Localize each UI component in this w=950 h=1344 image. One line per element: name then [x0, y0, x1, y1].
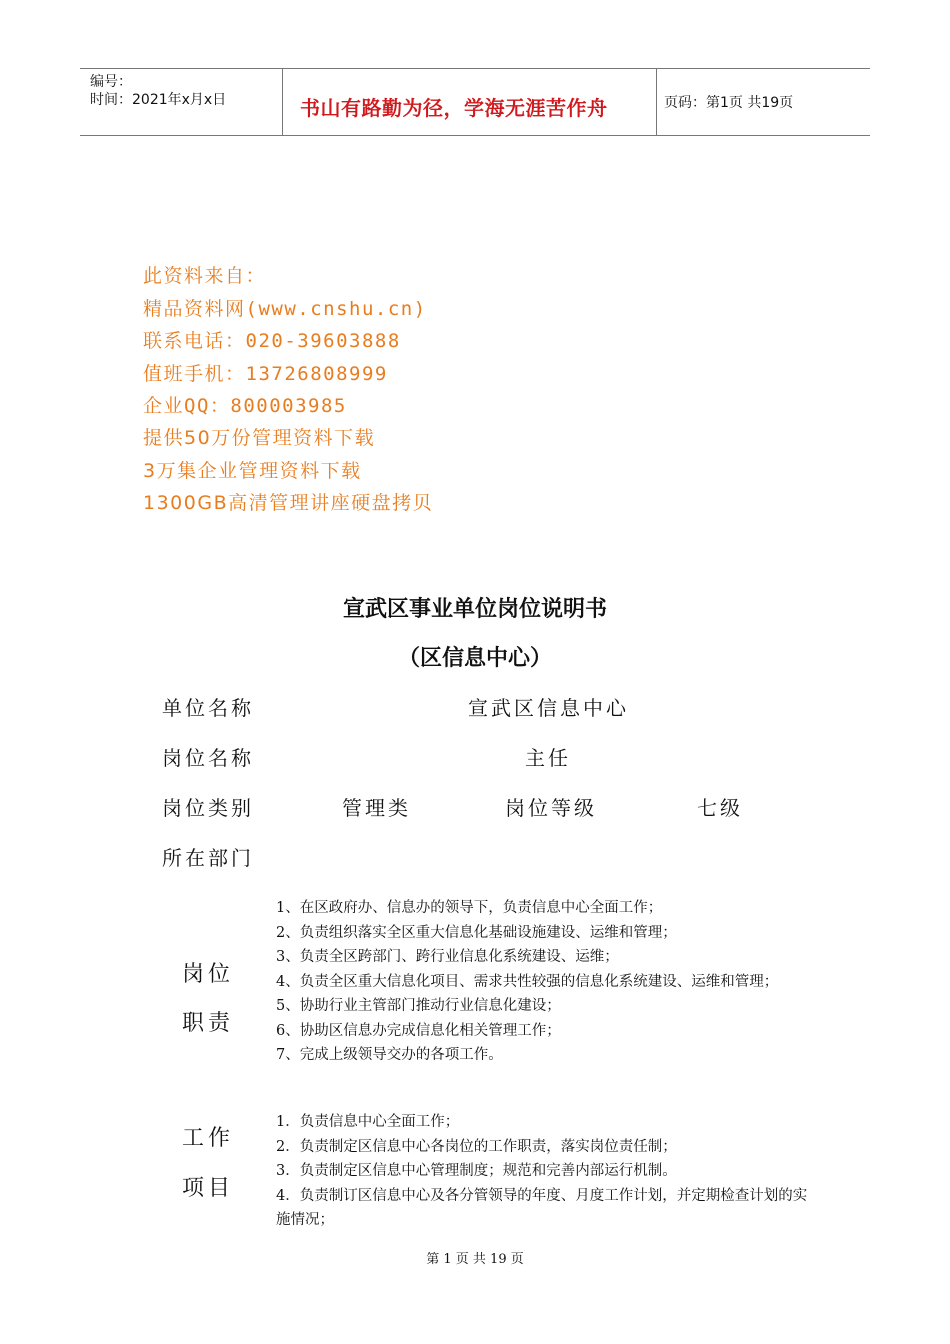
ad-line-phone: 联系电话：020-39603888 — [143, 330, 401, 352]
work-item-1: 1．负责信息中心全面工作； — [276, 1114, 460, 1130]
work-item-4: 4．负责制订区信息中心及各分管领导的年度、月度工作计划，并定期检查计划的实施情况； — [276, 1187, 808, 1228]
duty-item-2: 2、负责组织落实全区重大信息化基础设施建设、运维和管理； — [276, 924, 677, 941]
doc-subtitle-text: （区信息中心） — [397, 646, 552, 671]
work-items-list — [276, 1110, 821, 1233]
post-grade-label: 岗位等级 — [505, 796, 597, 820]
doc-subtitle — [0, 641, 950, 672]
post-name-label: 岗位名称 — [162, 746, 254, 770]
post-category-label: 岗位类别 — [162, 796, 254, 820]
post-grade-value: 七级 — [697, 796, 743, 820]
duties-label-line2: 职责 — [182, 1011, 235, 1036]
ad-line-collection: 3万集企业管理资料下载 — [143, 460, 362, 482]
header-time-label: 时间：2021年x月x日 — [90, 92, 227, 108]
header-page-info: 页码：第1页 共19页 — [664, 95, 794, 111]
work-item-3: 3．负责制定区信息中心管理制度；规范和完善内部运行机制。 — [276, 1163, 677, 1179]
work-label-line1: 工作 — [182, 1126, 235, 1151]
post-name-value: 主任 — [525, 746, 571, 770]
department-label: 所在部门 — [162, 846, 254, 870]
ad-line-docs: 提供50万份管理资料下载 — [143, 427, 376, 449]
duty-item-6: 6、协助区信息办完成信息化相关管理工作； — [276, 1022, 561, 1039]
duties-label-line1: 岗位 — [182, 962, 235, 987]
header-bottom-border — [80, 135, 870, 136]
doc-title-text: 宣武区事业单位岗位说明书 — [342, 597, 607, 622]
page-footer: 第 1 页 共 19 页 — [426, 1252, 524, 1267]
duty-item-1: 1、在区政府办、信息办的领导下，负责信息中心全面工作； — [276, 900, 663, 916]
header-top-border — [80, 68, 870, 69]
duty-item-4: 4、负责全区重大信息化项目、需求共性较强的信息化系统建设、运维和管理； — [276, 973, 779, 990]
header-motto: 书山有路勤为径，学海无涯苦作舟 — [300, 96, 608, 120]
ad-line-website: 精品资料网(www.cnshu.cn) — [143, 298, 427, 320]
ad-line-mobile: 值班手机：13726808999 — [143, 363, 388, 385]
ad-line-qq: 企业QQ：800003985 — [143, 395, 347, 417]
post-category-value: 管理类 — [342, 796, 411, 820]
work-label-line2: 项目 — [182, 1176, 235, 1201]
ad-line-source: 此资料来自： — [143, 265, 267, 287]
unit-name-value: 宣武区信息中心 — [468, 696, 629, 720]
duty-item-5: 5、协助行业主管部门推动行业信息化建设； — [276, 998, 561, 1014]
ad-line-lectures: 1300GB高清管理讲座硬盘拷贝 — [143, 492, 434, 514]
header-divider-right — [656, 68, 657, 136]
duties-list — [276, 896, 821, 1068]
duty-item-3: 3、负责全区跨部门、跨行业信息化系统建设、运维； — [276, 949, 619, 965]
header-divider-left — [282, 68, 283, 136]
work-item-2: 2．负责制定区信息中心各岗位的工作职责，落实岗位责任制； — [276, 1138, 677, 1155]
duty-item-7: 7、完成上级领导交办的各项工作。 — [276, 1047, 503, 1063]
doc-title — [0, 592, 950, 623]
header-number-label: 编号： — [90, 74, 132, 90]
unit-name-label: 单位名称 — [162, 696, 254, 720]
